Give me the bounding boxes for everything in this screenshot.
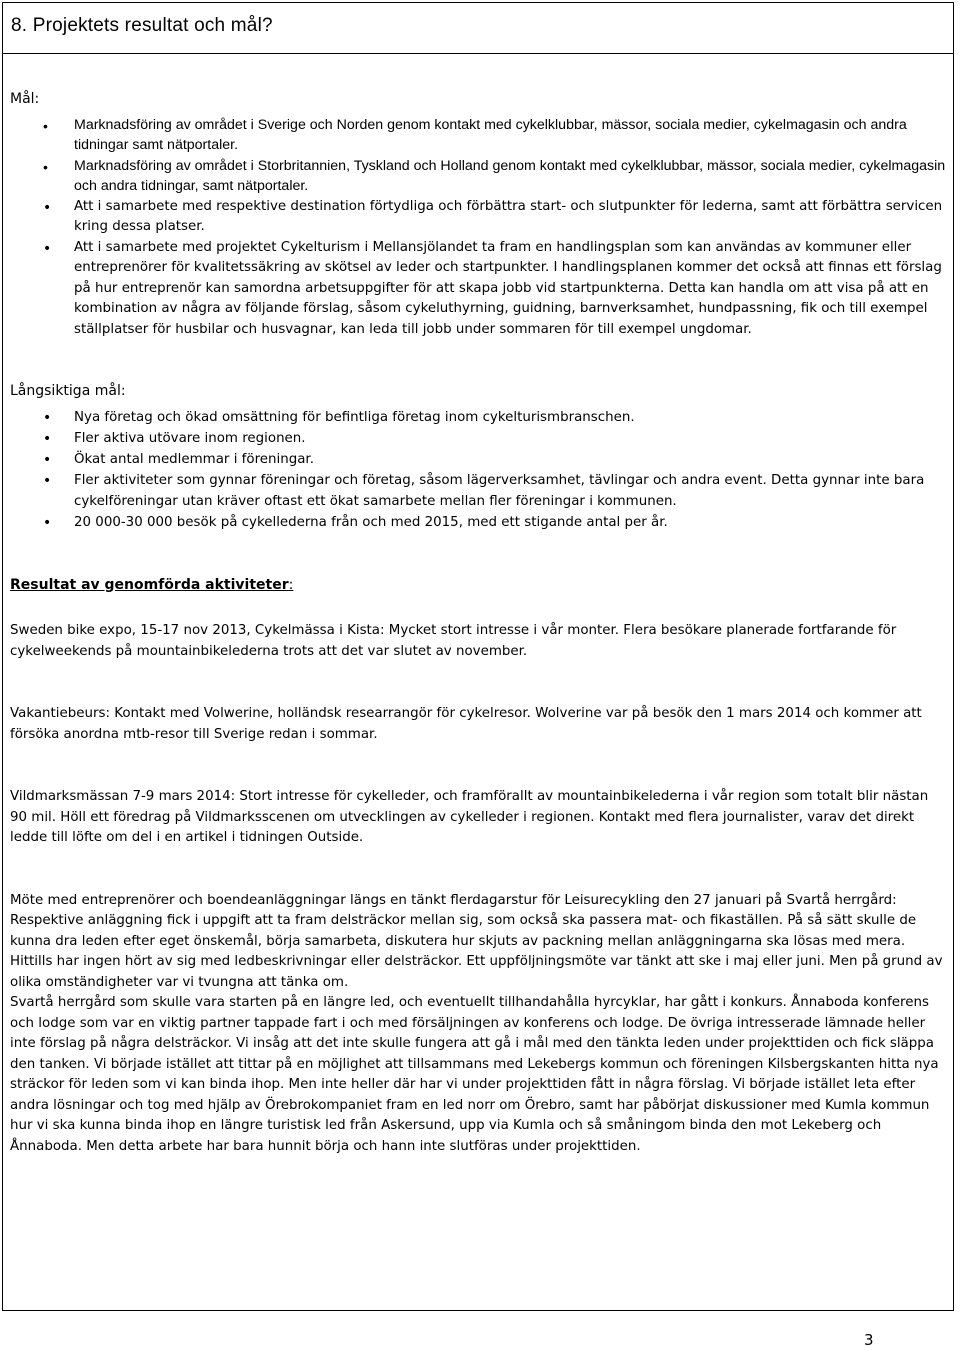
bullet-icon: • (43, 409, 52, 426)
bullet-icon: • (43, 240, 52, 257)
result-paragraph: Vakantiebeurs: Kontakt med Volwerine, holländsk researrangör för cykelresor. Wolverine var på besök den 1 mars 2014 och kommer att försöka anordna mtb-resor till Sverige redan i sommar. (10, 706, 922, 742)
goals-label: Mål: (10, 91, 40, 107)
goal-item: • Att i samarbete med respektive destination förtydliga och förbättra start- och slutpunkter för lederna, samt att förbättra servicen kring dessa platser. (43, 198, 943, 234)
bullet-icon: • (43, 472, 52, 489)
long-term-item: • Ökat antal medlemmar i föreningar. (10, 449, 946, 470)
goal-item: • Marknadsföring av området i Storbritannien, Tyskland och Holland genom kontakt med cykelklubbar, mässor, sociala medier, cykelmagasin och andra tidningar, samt nätportaler. (43, 157, 946, 194)
goal-item: • Marknadsföring av området i Sverige och Norden genom kontakt med cykelklubbar, mässor, sociala medier, cykelmagasin och andra tidningar samt nätportaler. (43, 116, 907, 153)
bullet-icon: • (43, 158, 48, 175)
bullet-icon: • (43, 117, 48, 134)
result-paragraph: Möte med entreprenörer och boendeanläggningar längs en tänkt flerdagarstur för Leisurecykling den 27 januari på Svartå herrgård: Respektive anläggning fick i uppgift att ta fram delsträckor mellan sig, som också ska passera mat- och fikaställen. På så sätt skulle de kunna dra leden efter eget önskemål, börja samarbeta, diskutera hur skjuts av packning mellan anläggningarna ska lösas med mera. Hittills har ingen hört av sig med ledbeskrivningar eller delsträckor. Ett uppföljningsmöte var tänkt att ske i maj eller juni. Men på grund av olika omständigheter var vi tvungna att tänka om. (10, 892, 943, 990)
bullet-icon: • (43, 451, 52, 468)
long-term-label: Långsiktiga mål: (10, 383, 126, 399)
goals-list (10, 115, 946, 341)
page-number: 3 (864, 1331, 874, 1349)
content-box (2, 53, 954, 1311)
bullet-icon: • (43, 430, 52, 447)
result-paragraph: Sweden bike expo, 15-17 nov 2013, Cykelmässa i Kista: Mycket stort intresse i vår monter. Flera besökare planerade fortfarande för cykelweekends på mountainbikelederna trots att det var slutet av november. (10, 623, 897, 659)
long-term-item: • Nya företag och ökad omsättning för befintliga företag inom cykelturismbranschen. (10, 407, 946, 428)
bullet-icon: • (43, 199, 52, 216)
section-title-box (2, 2, 954, 54)
long-term-item: • Fler aktiva utövare inom regionen. (10, 428, 946, 449)
long-term-item: • Fler aktiviteter som gynnar föreningar och företag, såsom lägerverksamhet, tävlingar och andra event. Detta gynnar inte bara cykelföreningar utan kräver oftast ett ökat samarbete mellan fler föreningar i kommunen. (43, 472, 925, 509)
result-paragraph: Svartå herrgård som skulle vara starten på en längre led, och eventuellt tillhandahålla hyrcyklar, har gått i konkurs. Ånnaboda konferens och lodge som var en viktig partner tappade fart i och med försäljningen av konferens och lodge. De övriga intresserade lämnade heller inte förslag på några delsträckor. Vi insåg att det inte skulle fungera att gå i mål med den tänkta leden under projekttiden och fick släppa den tanken. Vi började istället att tittar på en möjlighet att tillsammans med Lekebergs kommun och föreningen Kilsbergskanten hitta nya sträckor för leden som vi kan binda ihop. Men inte heller där har vi under projekttiden fått in några förslag. Vi började istället leta efter andra lösningar och tog med hjälp av Örebrokompaniet fram en led norr om Örebro, samt har påbörjat diskussioner med Kumla kommun hur vi ska kunna binda ihop en längre turistisk led från Askersund, upp via Kumla och så småningom binda den mot Lekeberg och Ånnaboda. Men detta arbete har bara hunnit börja och hann inte slutföras under projekttiden. (10, 995, 939, 1154)
content (10, 89, 946, 1157)
section-title: 8. Projektets resultat och mål? (11, 15, 273, 36)
long-term-list (10, 407, 946, 533)
bullet-icon: • (43, 514, 52, 531)
result-paragraph: Vildmarksmässan 7-9 mars 2014: Stort intresse för cykelleder, och framförallt av mountainbikelederna i vår region som totalt blir nästan 90 mil. Höll ett föredrag på Vildmarksscenen om utvecklingen av cykelleder i regionen. Kontakt med flera journalister, varav det direkt ledde till löfte om del i en artikel i tidningen Outside. (10, 789, 929, 845)
results-heading: Resultat av genomförda aktiviteter: (10, 576, 294, 593)
long-term-item: • 20 000-30 000 besök på cykellederna från och med 2015, med ett stigande antal per år. (10, 512, 946, 533)
goal-item: • Att i samarbete med projektet Cykelturism i Mellansjölandet ta fram en handlingsplan som kan användas av kommuner eller entreprenörer för kvalitetssäkring av skötsel av leder och startpunkter. I handlingsplanen kommer det också att finnas ett förslag på hur entreprenör kan samordna arbetsuppgifter för att skapa jobb vid startpunkterna. Detta kan handla om att visa på att en kombination av några av följande förslag, såsom cykeluthyrning, guidning, barnverksamhet, hundpassning, fik och till exempel ställplatser för husbilar och husvagnar, kan leda till jobb under sommaren för till exempel ungdomar. (43, 239, 942, 337)
